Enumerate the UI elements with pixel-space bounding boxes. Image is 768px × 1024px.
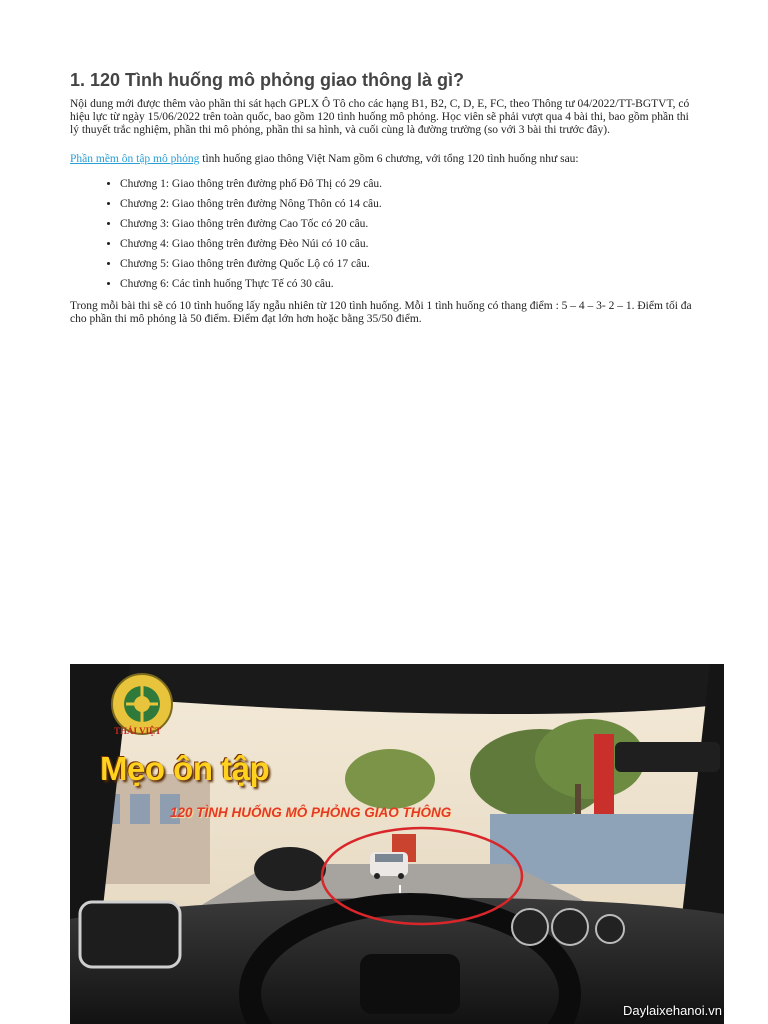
software-link[interactable]: Phần mềm ôn tập mô phỏng [70,153,200,165]
chapter-list [70,178,700,291]
list-item: • Chương 3: Giao thông trên đường Cao Tốc có 20 câu. [120,218,700,231]
list-item: • Chương 4: Giao thông trên đường Đèo Núi có 10 câu. [120,238,700,251]
watermark: Daylaixehanoi.vn [622,1003,722,1018]
scoring-paragraph: Trong mỗi bài thi sẽ có 10 tình huống lấy ngẫu nhiên từ 120 tình huống. Mỗi 1 tình huống có thang điểm : 5 – 4 – 3- 2 – 1. Điểm tối đa cho phần thi mô phỏng là 50 điểm. Điểm đạt lớn hơn hoặc bằng 35/50 điểm. [70,300,692,325]
logo-caption: THÁI VIỆT [114,726,162,736]
article-heading: 1. 120 Tình huống mô phỏng giao thông là gì? [70,70,464,90]
hero-subtitle: 120 TÌNH HUỐNG MÔ PHỎNG GIAO THÔNG [170,805,452,820]
software-text: tình huống giao thông Việt Nam gồm 6 chương, với tổng 120 tình huống như sau: [199,153,579,165]
driving-simulator-scene [70,664,724,1024]
gear-logo-icon [112,674,172,734]
list-item: • Chương 2: Giao thông trên đường Nông Thôn có 14 câu. [120,198,700,211]
software-paragraph [70,153,700,166]
list-item: • Chương 5: Giao thông trên đường Quốc Lộ có 17 câu. [120,258,700,271]
intro-paragraph: Nội dung mới được thêm vào phần thi sát hạch GPLX Ô Tô cho các hạng B1, B2, C, D, E, FC, theo Thông tư 04/2022/TT-BGTVT, có hiệu lực từ ngày 15/06/2022 trên toàn quốc, bao gồm 120 tình huống mô phỏng. Học viên sẽ phải vượt qua 4 bài thi, bao gồm phần thi lý thuyết trắc nghiệm, phần thi mô phỏng, phần thi sa hình, và cuối cùng là đường trường (so với 3 bài thi trước đây). [70,98,690,136]
list-item: • Chương 1: Giao thông trên đường phố Đô Thị có 29 câu. [120,178,700,191]
list-item: • Chương 6: Các tình huống Thực Tế có 30 câu. [120,278,700,291]
article-body [70,68,700,326]
hero-image [70,664,724,1024]
hero-title: Mẹo ôn tập [100,750,270,787]
